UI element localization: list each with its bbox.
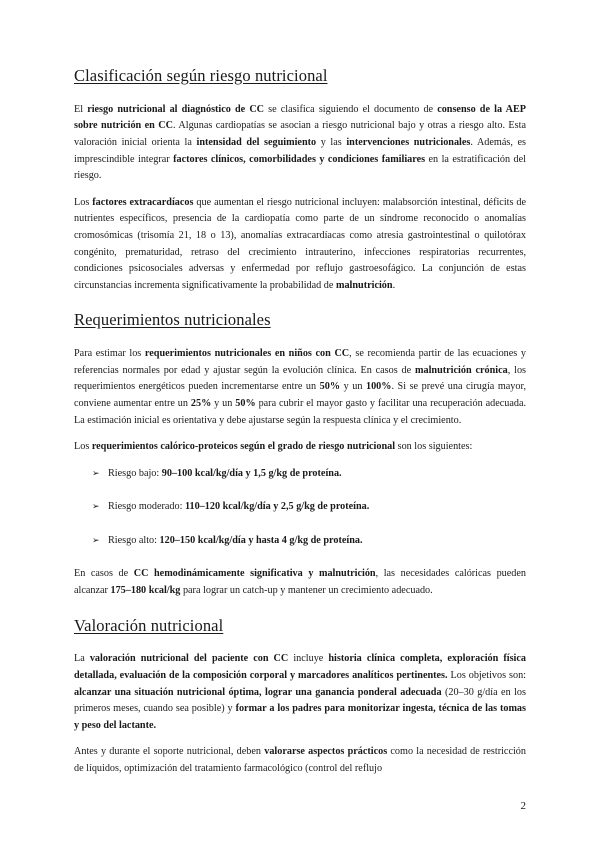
list-item bbox=[92, 499, 526, 516]
bold-text: 175–180 kcal/kg bbox=[110, 585, 181, 597]
bold-text: factores clínicos, comorbilidades y condiciones familiares bbox=[173, 153, 426, 165]
section-requerimientos bbox=[74, 310, 526, 599]
bold-text: requerimientos nutricionales en niños con CC bbox=[144, 348, 350, 360]
bold-text: 100% bbox=[365, 381, 392, 393]
risk-list bbox=[74, 466, 526, 550]
bold-text: consenso de la AEP sobre nutrición en CC bbox=[74, 103, 526, 132]
section-title-valoracion: Valoración nutricional bbox=[74, 615, 224, 635]
bold-text: valoración nutricional del paciente con CC bbox=[89, 653, 289, 665]
paragraph: La valoración nutricional del paciente con CC incluye historia clínica completa, exploración física detallada, evaluación de la composición corporal y marcadores analíticos pertinentes. Los objetivos son: alcanzar una situación nutricional óptima, lograr una ganancia ponderal adecuada (20–30 g/día en los primeros meses, cuando sea posible) y formar a los padres para monitorizar ingesta, técnica de las tomas y peso del lactante. bbox=[74, 653, 526, 731]
bold-text: alcanzar una situación nutricional óptima, lograr una ganancia ponderal adecuada bbox=[74, 686, 442, 698]
bold-text: valorarse aspectos prácticos bbox=[264, 746, 388, 758]
list-item-text: Riesgo alto: 120–150 kcal/kg/día y hasta 4 g/kg de proteína. bbox=[108, 534, 363, 546]
list-item-text: Riesgo bajo: 90–100 kcal/kg/día y 1,5 g/kg de proteína. bbox=[108, 467, 342, 479]
bold-text: factores extracardíacos bbox=[92, 196, 194, 208]
section-title-requerimientos: Requerimientos nutricionales bbox=[74, 310, 271, 330]
bold-text: 120–150 kcal/kg/día y hasta 4 g/kg de proteína. bbox=[159, 534, 363, 546]
section-valoracion bbox=[74, 616, 526, 778]
bold-text: malnutrición bbox=[335, 279, 393, 291]
section-title-clasificacion: Clasificación según riesgo nutricional bbox=[74, 66, 328, 85]
paragraph: Antes y durante el soporte nutricional, deben valorarse aspectos prácticos como la necesidad de restricción de líquidos, optimización del tratamiento farmacológico (control del reflujo bbox=[74, 746, 526, 775]
paragraph: El riesgo nutricional al diagnóstico de CC se clasifica siguiendo el documento de consenso de la AEP sobre nutrición en CC. Algunas cardiopatías se asocian a riesgo nutricional bajo y otras a riesgo alto. Esta valoración inicial orienta la intensidad del seguimiento y las intervenciones nutricionales. Además, es imprescindible integrar factores clínicos, comorbilidades y condiciones familiares en la estratificación del riesgo. bbox=[74, 103, 526, 182]
bold-text: intervenciones nutricionales bbox=[346, 136, 471, 148]
page-number: 2 bbox=[520, 800, 526, 812]
paragraph: En casos de CC hemodinámicamente significativa y malnutrición, las necesidades calóricas pueden alcanzar 175–180 kcal/kg para lograr un catch-up y mantener un crecimiento adecuado. bbox=[74, 568, 527, 597]
list-item-text: Riesgo moderado: 110–120 kcal/kg/día y 2,5 g/kg de proteína. bbox=[108, 501, 370, 513]
paragraph: Los factores extracardíacos que aumentan el riesgo nutricional incluyen: malabsorción intestinal, déficits de nutrientes específicos, presencia de la cardiopatía como parte de un síndrome reconocido o anomalías cromosómicas (trisomía 21, 18 o 13), anomalías extracardíacas como atresia gastrointestinal o quilotórax congénito, prematuridad, retraso del crecimiento intrauterino, infecciones respiratorias recurrentes, condiciones psicosociales adversas y enfermedad por reflujo gastroesofágico. La conjunción de estas circunstancias incrementa significativamente la probabilidad de malnutrición. bbox=[74, 196, 527, 291]
page-content bbox=[74, 66, 526, 794]
bold-text: malnutrición crónica bbox=[415, 364, 508, 376]
arrow-bullet-icon: ➢ bbox=[92, 468, 100, 479]
bold-text: 25% bbox=[190, 397, 212, 409]
bold-text: historia clínica completa, exploración física detallada, evaluación de la composición corporal y marcadores analíticos pertinentes. bbox=[74, 653, 526, 682]
bold-text: 90–100 kcal/kg/día y 1,5 g/kg de proteína. bbox=[161, 467, 342, 479]
arrow-bullet-icon: ➢ bbox=[92, 535, 100, 546]
bold-text: requerimientos calórico-proteicos según el grado de riesgo nutricional bbox=[91, 441, 396, 453]
arrow-bullet-icon: ➢ bbox=[92, 502, 100, 513]
list-item bbox=[92, 466, 526, 483]
bold-text: riesgo nutricional al diagnóstico de CC bbox=[87, 103, 265, 115]
paragraph: Para estimar los requerimientos nutricionales en niños con CC, se recomienda partir de las ecuaciones y referencias normales por edad y ajustar según la evolución clínica. En casos de malnutrición crónica, los requerimientos energéticos pueden incrementarse entre un 50% y un 100%. Si se prevé una cirugía mayor, conviene aumentar entre un 25% y un 50% para cubrir el mayor gasto y facilitar una recuperación adecuada. La estimación inicial es orientativa y debe ajustarse según la respuesta clínica y el crecimiento. bbox=[74, 348, 527, 426]
bold-text: 110–120 kcal/kg/día y 2,5 g/kg de proteína. bbox=[184, 501, 370, 513]
bold-text: CC hemodinámicamente significativa y malnutrición bbox=[133, 568, 376, 580]
bold-text: intensidad del seguimiento bbox=[196, 136, 317, 148]
bold-text: 50% bbox=[319, 381, 341, 393]
paragraph: Los requerimientos calórico-proteicos según el grado de riesgo nutricional son los siguientes: bbox=[74, 441, 473, 453]
bold-text: formar a los padres para monitorizar ingesta, técnica de las tomas y peso del lactante. bbox=[74, 703, 526, 731]
section-clasificacion bbox=[74, 66, 526, 294]
list-item bbox=[92, 533, 526, 550]
bold-text: 50% bbox=[235, 397, 256, 409]
